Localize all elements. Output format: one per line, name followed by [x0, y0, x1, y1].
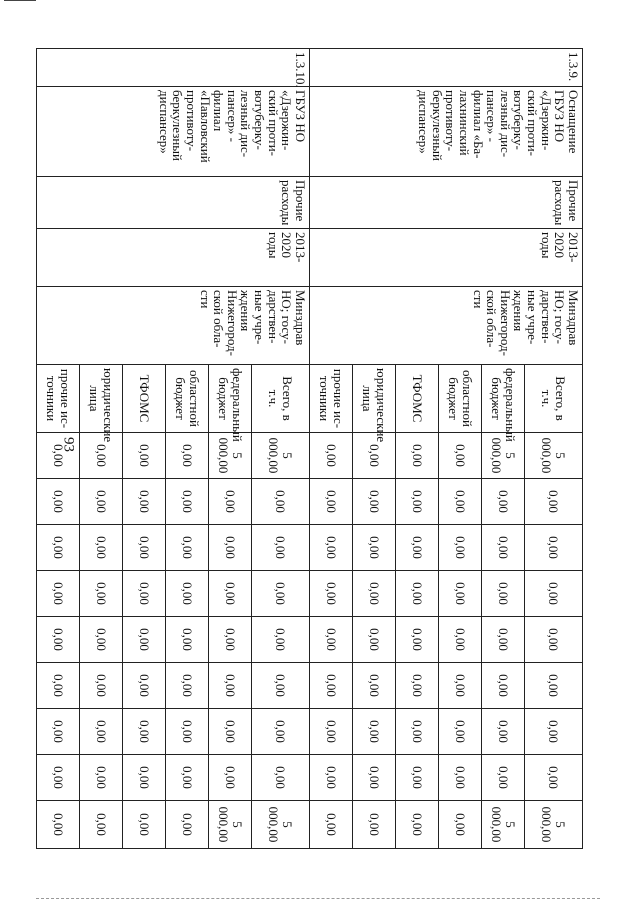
amount-cell: 0,00: [37, 433, 80, 479]
amount-cell: 0,00: [166, 571, 209, 617]
amount-cell: 0,00: [482, 663, 525, 709]
amount-cell: 0,00: [525, 755, 583, 801]
amount-cell: 0,00: [252, 617, 310, 663]
amount-cell: 0,00: [396, 709, 439, 755]
funding-source-label: ТФОМС: [123, 365, 166, 433]
funding-source-label: прочие ис-точники: [37, 365, 80, 433]
amount-cell: 0,00: [525, 571, 583, 617]
amount-cell: 0,00: [353, 433, 396, 479]
amount-cell: 0,00: [209, 709, 252, 755]
amount-cell: 0,00: [482, 525, 525, 571]
amount-cell: 0,00: [439, 525, 482, 571]
item-name: ГБУЗ НО «Дзержин-ский проти-вотуберку-лезный дис-пансер» - филиал «Павловский противоту-беркулезный диспансер»: [37, 87, 310, 177]
amount-cell: 0,00: [439, 479, 482, 525]
amount-cell: 0,00: [310, 709, 353, 755]
period: 2013-2020 годы: [310, 229, 583, 287]
amount-cell: 0,00: [482, 617, 525, 663]
funding-source-label: федеральный бюджет: [209, 365, 252, 433]
amount-cell: 0,00: [310, 525, 353, 571]
amount-cell: 0,00: [37, 525, 80, 571]
amount-cell: 0,00: [353, 571, 396, 617]
funding-source-label: прочие ис-точники: [310, 365, 353, 433]
row-number: 1.3.9.: [310, 49, 583, 87]
amount-cell: 0,00: [396, 571, 439, 617]
amount-cell: 0,00: [439, 709, 482, 755]
amount-cell: 0,00: [123, 617, 166, 663]
amount-cell: 0,00: [123, 663, 166, 709]
top-edge-line: [4, 0, 36, 1]
amount-cell: 0,00: [209, 663, 252, 709]
amount-cell: 0,00: [252, 571, 310, 617]
expense-type: Прочие расходы: [310, 177, 583, 229]
amount-cell: 0,00: [37, 709, 80, 755]
amount-cell: 0,00: [80, 617, 123, 663]
amount-cell: 0,00: [166, 433, 209, 479]
bottom-edge-line: [36, 898, 600, 899]
amount-cell: 0,00: [252, 663, 310, 709]
amount-cell: 0,00: [482, 709, 525, 755]
amount-cell: 0,00: [439, 663, 482, 709]
amount-cell: 0,00: [525, 709, 583, 755]
amount-cell: 5 000,00: [252, 433, 310, 479]
amount-cell: 0,00: [80, 801, 123, 849]
row-number: 1.3.10.: [37, 49, 310, 87]
amount-cell: 0,00: [353, 525, 396, 571]
amount-cell: 0,00: [310, 755, 353, 801]
funding-source-label: областной бюджет: [166, 365, 209, 433]
amount-cell: 0,00: [525, 525, 583, 571]
executor: Минздрав НО; госу-дарствен-ные учре-ждения Нижегород-ской обла-сти: [310, 287, 583, 365]
expense-type: Прочие расходы: [37, 177, 310, 229]
amount-cell: 0,00: [166, 479, 209, 525]
amount-cell: 0,00: [80, 433, 123, 479]
amount-cell: 0,00: [166, 709, 209, 755]
amount-cell: 0,00: [439, 433, 482, 479]
amount-cell: 5 000,00: [525, 433, 583, 479]
amount-cell: 0,00: [37, 479, 80, 525]
amount-cell: 0,00: [310, 617, 353, 663]
amount-cell: 0,00: [439, 617, 482, 663]
funding-source-label: федеральный бюджет: [482, 365, 525, 433]
amount-cell: 0,00: [166, 525, 209, 571]
amount-cell: 0,00: [80, 663, 123, 709]
page-number: 93: [60, 437, 77, 452]
amount-cell: 0,00: [252, 709, 310, 755]
amount-cell: 0,00: [396, 801, 439, 849]
amount-cell: 0,00: [80, 479, 123, 525]
executor: Минздрав НО; госу-дарствен-ные учре-ждения Нижегород-ской обла-сти: [37, 287, 310, 365]
amount-cell: 5 000,00: [482, 433, 525, 479]
amount-cell: 0,00: [310, 801, 353, 849]
amount-cell: 0,00: [209, 755, 252, 801]
amount-cell: 0,00: [123, 525, 166, 571]
amount-cell: 0,00: [166, 755, 209, 801]
amount-cell: 0,00: [37, 571, 80, 617]
amount-cell: 0,00: [310, 663, 353, 709]
amount-cell: 0,00: [123, 801, 166, 849]
amount-cell: 0,00: [396, 433, 439, 479]
amount-cell: 0,00: [525, 663, 583, 709]
amount-cell: 0,00: [396, 755, 439, 801]
funding-source-label: ТФОМС: [396, 365, 439, 433]
table-row: [525, 49, 583, 849]
amount-cell: 0,00: [80, 755, 123, 801]
amount-cell: 0,00: [353, 479, 396, 525]
amount-cell: 5 000,00: [525, 801, 583, 849]
amount-cell: 0,00: [439, 801, 482, 849]
amount-cell: 0,00: [123, 755, 166, 801]
period: 2013-2020 годы: [37, 229, 310, 287]
amount-cell: 0,00: [37, 801, 80, 849]
amount-cell: 0,00: [123, 571, 166, 617]
item-name: Оснащение ГБУЗ НО «Дзержин-ский проти-вотуберку-лезный дис-пансер» - филиал «Ба-лахнинский противоту-беркулезный диспансер»: [310, 87, 583, 177]
amount-cell: 0,00: [310, 479, 353, 525]
amount-cell: 0,00: [396, 479, 439, 525]
amount-cell: 0,00: [123, 709, 166, 755]
amount-cell: 0,00: [209, 571, 252, 617]
amount-cell: 0,00: [396, 617, 439, 663]
amount-cell: 5 000,00: [482, 801, 525, 849]
amount-cell: 0,00: [310, 433, 353, 479]
funding-source-label: Всего, в т.ч.: [525, 365, 583, 433]
amount-cell: 0,00: [209, 479, 252, 525]
funding-source-label: областной бюджет: [439, 365, 482, 433]
amount-cell: 0,00: [482, 571, 525, 617]
amount-cell: 0,00: [482, 755, 525, 801]
amount-cell: 0,00: [80, 525, 123, 571]
amount-cell: 0,00: [80, 709, 123, 755]
amount-cell: 0,00: [252, 525, 310, 571]
amount-cell: 0,00: [37, 755, 80, 801]
funding-source-label: юридические лица: [80, 365, 123, 433]
amount-cell: 0,00: [209, 617, 252, 663]
amount-cell: 0,00: [353, 755, 396, 801]
budget-table: [36, 48, 583, 849]
amount-cell: 0,00: [310, 571, 353, 617]
amount-cell: 0,00: [166, 801, 209, 849]
amount-cell: 0,00: [209, 525, 252, 571]
amount-cell: 0,00: [396, 663, 439, 709]
funding-source-label: юридические лица: [353, 365, 396, 433]
amount-cell: 0,00: [525, 479, 583, 525]
amount-cell: 0,00: [353, 617, 396, 663]
amount-cell: 0,00: [439, 571, 482, 617]
amount-cell: 0,00: [353, 663, 396, 709]
amount-cell: 0,00: [123, 433, 166, 479]
amount-cell: 0,00: [166, 663, 209, 709]
amount-cell: 0,00: [37, 663, 80, 709]
amount-cell: 0,00: [353, 801, 396, 849]
amount-cell: 0,00: [252, 479, 310, 525]
amount-cell: 0,00: [525, 617, 583, 663]
amount-cell: 0,00: [252, 755, 310, 801]
amount-cell: 0,00: [166, 617, 209, 663]
table-row: [252, 49, 310, 849]
amount-cell: 0,00: [80, 571, 123, 617]
amount-cell: 5 000,00: [209, 801, 252, 849]
amount-cell: 5 000,00: [252, 801, 310, 849]
amount-cell: 0,00: [482, 479, 525, 525]
amount-cell: 0,00: [353, 709, 396, 755]
budget-table-rotated: [44, 48, 583, 848]
amount-cell: 0,00: [439, 755, 482, 801]
funding-source-label: Всего, в т.ч.: [252, 365, 310, 433]
amount-cell: 5 000,00: [209, 433, 252, 479]
amount-cell: 0,00: [37, 617, 80, 663]
amount-cell: 0,00: [123, 479, 166, 525]
rotated-table-area: [44, 48, 583, 848]
amount-cell: 0,00: [396, 525, 439, 571]
